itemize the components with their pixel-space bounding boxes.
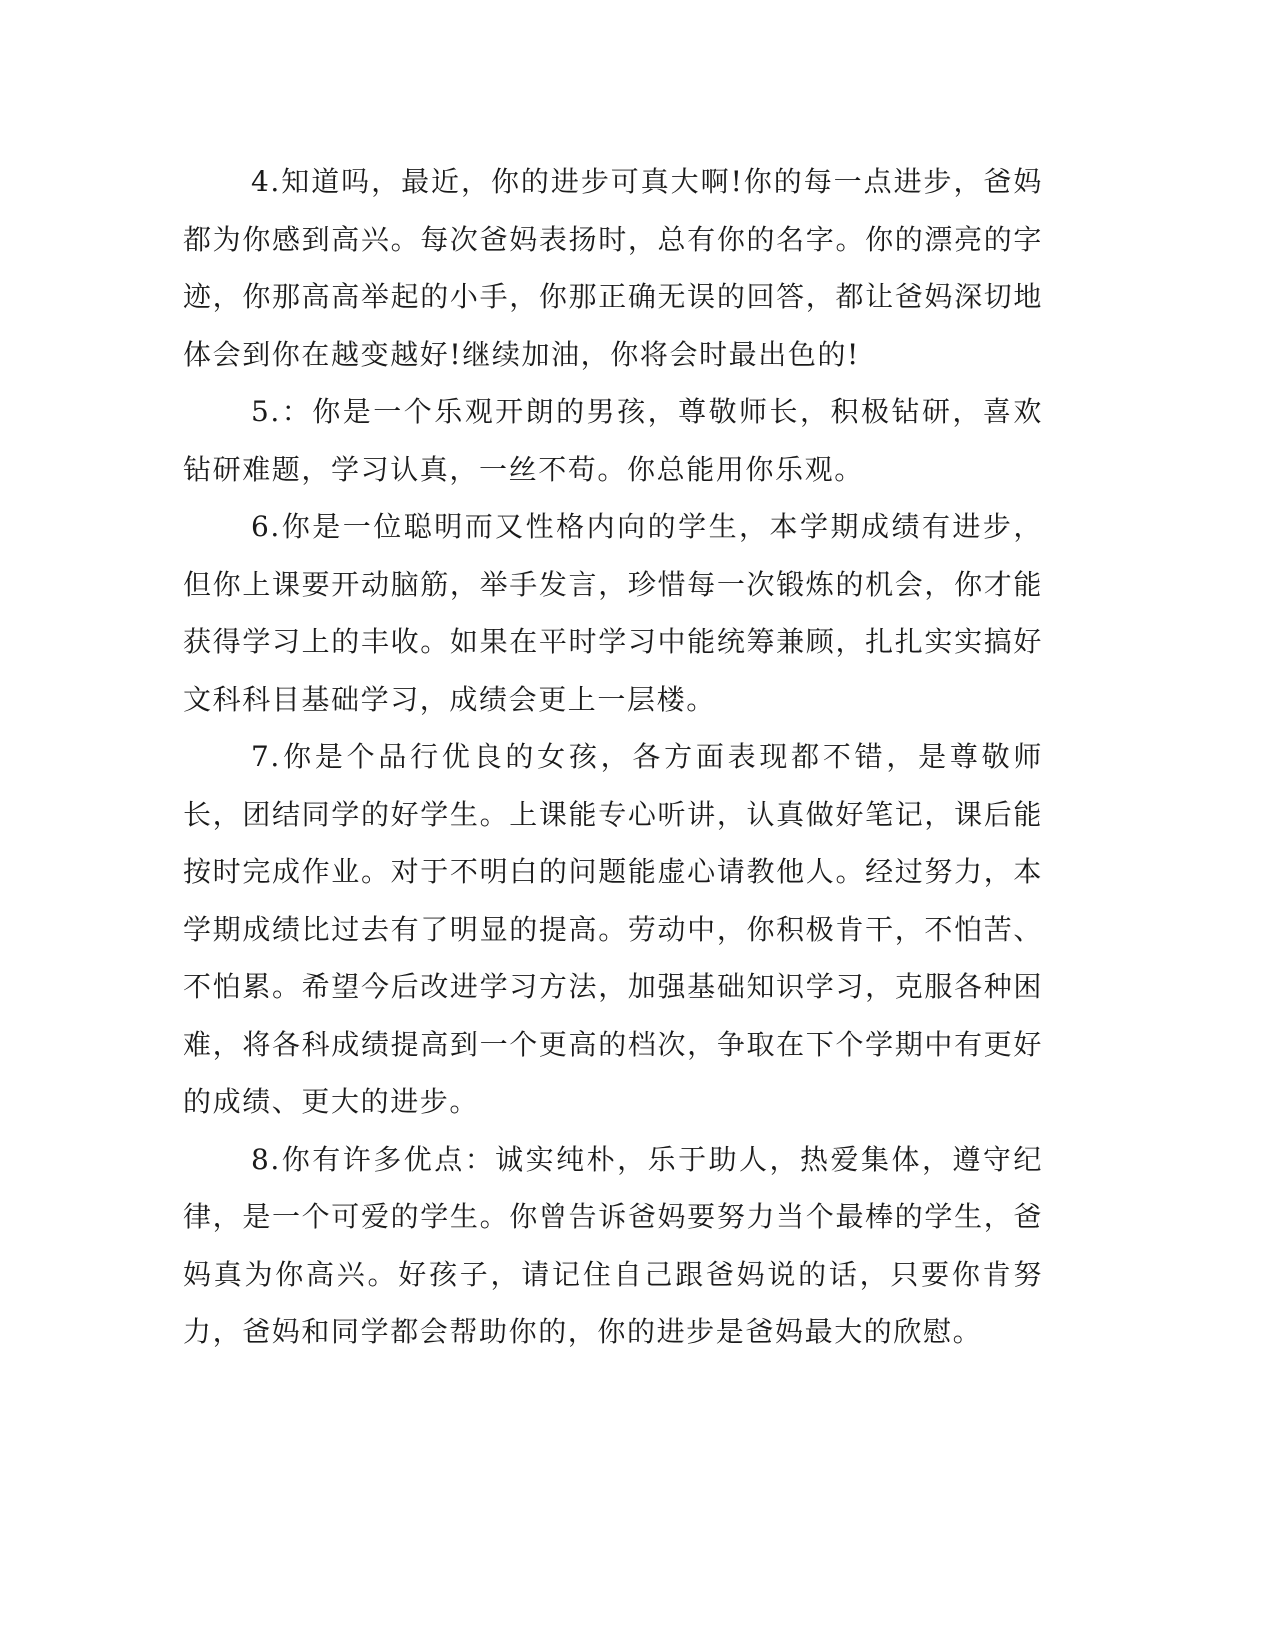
paragraph-4: 4.知道吗，最近，你的进步可真大啊!你的每一点进步，爸妈都为你感到高兴。每次爸妈表扬时，总有你的名字。你的漂亮的字迹，你那高高举起的小手，你那正确无误的回答，都让爸妈深切地体会到你在越变越好!继续加油，你将会时最出色的! [183,165,1043,371]
paragraph-6: 6.你是一位聪明而又性格内向的学生，本学期成绩有进步，但你上课要开动脑筋，举手发言，珍惜每一次锻炼的机会，你才能获得学习上的丰收。如果在平时学习中能统筹兼顾，扎扎实实搞好文科科目基础学习，成绩会更上一层楼。 [183,510,1043,716]
paragraph-7: 7.你是个品行优良的女孩，各方面表现都不错，是尊敬师长，团结同学的好学生。上课能专心听讲，认真做好笔记，课后能按时完成作业。对于不明白的问题能虚心请教他人。经过努力，本学期成绩比过去有了明显的提高。劳动中，你积极肯干，不怕苦、不怕累。希望今后改进学习方法，加强基础知识学习，克服各种困难，将各科成绩提高到一个更高的档次，争取在下个学期中有更好的成绩、更大的进步。 [183,740,1043,1118]
paragraph-5: 5.：你是一个乐观开朗的男孩，尊敬师长，积极钻研，喜欢钻研难题，学习认真，一丝不苟。你总能用你乐观。 [183,395,1043,486]
document-body [183,153,1043,1361]
paragraph-8: 8.你有许多优点：诚实纯朴，乐于助人，热爱集体，遵守纪律，是一个可爱的学生。你曾告诉爸妈要努力当个最棒的学生，爸妈真为你高兴。好孩子，请记住自己跟爸妈说的话，只要你肯努力，爸妈和同学都会帮助你的，你的进步是爸妈最大的欣慰。 [183,1142,1043,1348]
